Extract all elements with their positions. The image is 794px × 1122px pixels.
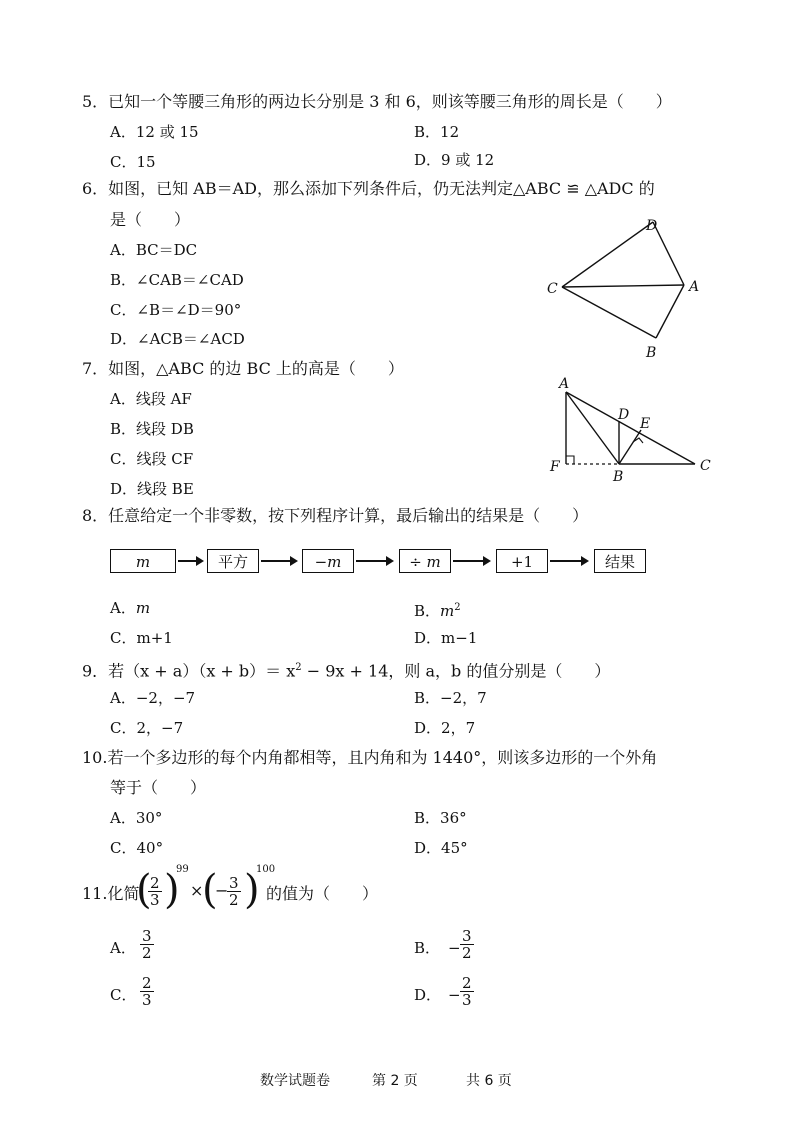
q10-stem-line2: 等于（ ） [110, 778, 207, 797]
q6-label-b: B [646, 345, 657, 361]
q6-stem-line2: 是（ ） [110, 210, 191, 229]
q7-option-b: B．线段 DB [110, 420, 194, 438]
q7-option-a: A．线段 AF [110, 390, 192, 408]
q8-option-d: D．m−1 [414, 629, 478, 647]
q6-seg-ca [562, 285, 684, 287]
q10-option-b: B．36° [414, 809, 467, 827]
q6-option-c: C．∠B＝∠D＝90° [110, 301, 242, 319]
q7-option-d: D．线段 BE [110, 480, 194, 498]
flow-box-result: 结果 [594, 549, 646, 573]
flow-arrow-3 [356, 560, 392, 562]
q6-seg-ba [656, 285, 684, 338]
q6-label-c: C [547, 281, 558, 297]
q6-seg-cd [562, 222, 653, 287]
q10-option-c: C．40° [110, 839, 164, 857]
footer-subject: 数学试题卷 [260, 1073, 330, 1089]
q7-seg-ab [566, 392, 619, 464]
q6-seg-cb [562, 287, 656, 338]
q5-option-d: D．9 或 12 [414, 151, 495, 169]
flow-box-minus-m: −m [302, 549, 354, 573]
q6-option-a: A．BC＝DC [110, 241, 198, 259]
q7-label-a: A [559, 376, 570, 392]
q6-stem-line1: 6．如图，已知 AB＝AD，那么添加下列条件后，仍无法判定△ABC ≌ △ADC 的 [82, 179, 655, 198]
flow-box-input: m [110, 549, 176, 573]
flow-arrow-4 [453, 560, 489, 562]
q7-figure [545, 372, 720, 484]
flow-box-plus-one: +1 [496, 549, 548, 573]
q6-label-a: A [689, 279, 700, 295]
q10-stem-line1: 10.若一个多边形的每个内角都相等，且内角和为 1440°，则该多边形的一个外角 [82, 748, 658, 767]
q8-option-c: C．m+1 [110, 629, 173, 647]
q8-option-a: A．m [110, 599, 151, 617]
flow-arrow-2 [261, 560, 296, 562]
flow-arrow-1 [178, 560, 202, 562]
q8-option-b: B．$m^2$ [414, 602, 461, 620]
q6-seg-da [653, 222, 684, 285]
q7-seg-be [619, 430, 641, 464]
q7-label-c: C [700, 458, 711, 474]
q6-option-b: B．∠CAB＝∠CAD [110, 271, 244, 289]
q7-stem: 7．如图，△ABC 的边 BC 上的高是（ ） [82, 359, 404, 378]
q9-option-a: A．−2，−7 [110, 689, 196, 707]
q7-label-f: F [550, 459, 560, 475]
footer-page: 第 2 页 [372, 1073, 418, 1089]
q5-option-c: C．15 [110, 153, 156, 171]
q10-option-d: D．45° [414, 839, 468, 857]
q6-label-d: D [646, 218, 658, 234]
q7-seg-ac [566, 392, 695, 464]
q7-label-e: E [640, 416, 651, 432]
q5-option-b: B．12 [414, 123, 460, 141]
q9-option-b: B．−2，7 [414, 689, 487, 707]
q8-stem: 8．任意给定一个非零数，按下列程序计算，最后输出的结果是（ ） [82, 506, 589, 525]
q10-option-a: A．30° [110, 809, 163, 827]
q7-right-angle-f [566, 456, 574, 464]
q6-figure [540, 212, 710, 364]
q5-option-a: A．12 或 15 [110, 123, 199, 141]
q11-frac-2: $\frac{3}{2}$ [229, 874, 239, 909]
flow-box-divide-m: ÷ m [399, 549, 451, 573]
q7-right-angle-e [633, 438, 643, 443]
q5-stem: 5．已知一个等腰三角形的两边长分别是 3 和 6，则该等腰三角形的周长是（ ） [82, 92, 672, 111]
q9-stem: 9．若$(x + a)(x + b)= x^2 - 9x + 14$，则 a，b 的值分别是（ ） [82, 661, 611, 681]
q6-option-d: D．∠ACB＝∠ACD [110, 330, 245, 348]
q7-label-d: D [618, 407, 630, 423]
q7-option-c: C．线段 CF [110, 450, 194, 468]
q9-option-d: D．2，7 [414, 719, 476, 737]
q7-label-b: B [613, 469, 624, 484]
flow-arrow-5 [550, 560, 587, 562]
q9-option-c: C．2，−7 [110, 719, 184, 737]
q11-frac-1: $\frac{2}{3}$ [150, 874, 160, 909]
flow-box-square: 平方 [207, 549, 259, 573]
footer-total: 共 6 页 [466, 1073, 512, 1089]
